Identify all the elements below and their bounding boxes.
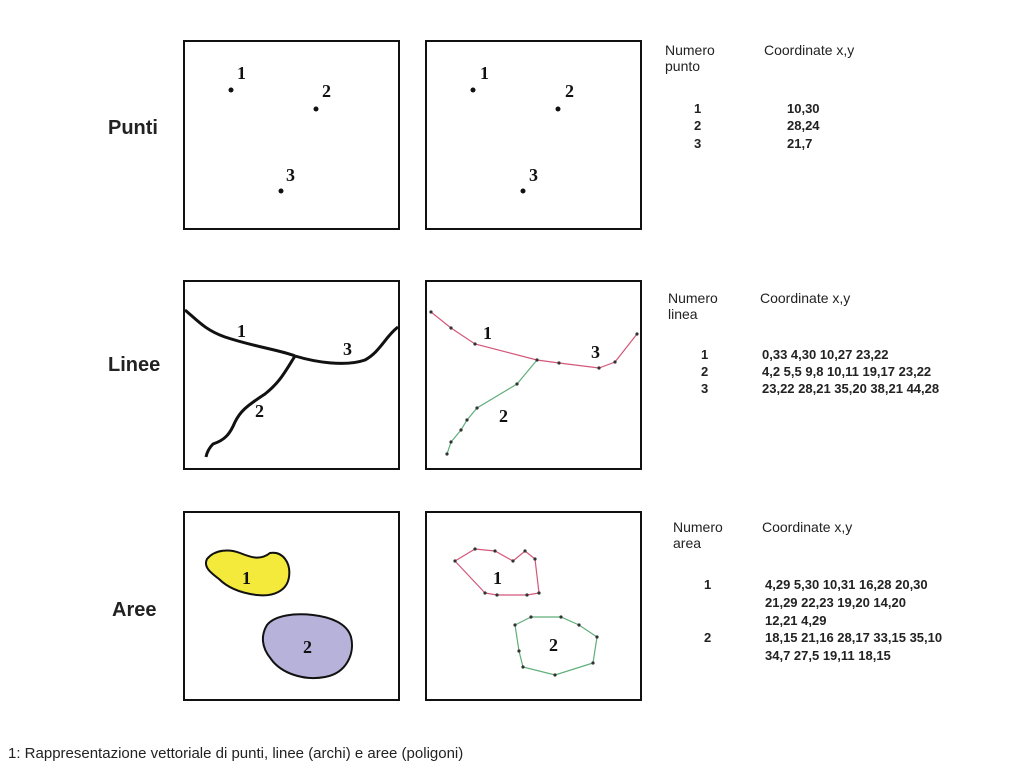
area-1-label: 1 [493, 568, 502, 588]
vertex-dot [473, 342, 476, 345]
vertex-dot [449, 440, 452, 443]
vertex-dot [591, 661, 594, 664]
vertex-dot [553, 673, 556, 676]
points-row-1-coords: 10,30 [787, 101, 820, 116]
lines-row-3-coords: 23,22 28,21 35,20 38,21 44,28 [762, 381, 940, 396]
line-2-path [206, 356, 295, 457]
area-2-label: 2 [549, 635, 558, 655]
lines-row-1-id: 1 [701, 347, 709, 362]
line-3-label: 3 [591, 342, 600, 362]
areas-row-1-coords-line-2: 21,29 22,23 19,20 14,20 [765, 595, 906, 610]
vertex-dot [521, 665, 524, 668]
line-3-label: 3 [343, 339, 352, 359]
areas-raw-panel [183, 511, 400, 701]
vertex-dot [511, 559, 514, 562]
point-2-label: 2 [565, 81, 574, 101]
vertex-dot [533, 557, 536, 560]
line-1-label: 1 [237, 321, 246, 341]
vertex-dot [517, 649, 520, 652]
vertex-dot [525, 593, 528, 596]
vertex-dot [429, 310, 432, 313]
areas-row-1-coords-line-1: 4,29 5,30 10,31 16,28 20,30 [765, 577, 928, 592]
vertex-dot [559, 615, 562, 618]
points-header-coord: Coordinate x,y [764, 42, 855, 58]
areas-vector-panel [425, 511, 642, 701]
line-2-path [447, 360, 537, 454]
areas-row-2-coords-line-1: 18,15 21,16 28,17 33,15 35,10 [765, 630, 943, 645]
vertex-dot [449, 326, 452, 329]
point-2-dot [556, 107, 561, 112]
areas-row-2-coords-line-2: 34,7 27,5 19,11 18,15 [765, 648, 891, 663]
points-row-1-id: 1 [694, 101, 702, 116]
row-label-areas: Aree [112, 599, 157, 621]
lines-raw-svg [185, 282, 398, 468]
vertex-dot [495, 593, 498, 596]
point-1-dot [229, 88, 234, 93]
areas-header-num: Numero area [673, 519, 723, 551]
lines-header-coord: Coordinate x,y [760, 290, 851, 306]
point-3-dot [279, 189, 284, 194]
vertex-dot [493, 549, 496, 552]
points-vector-svg [427, 42, 640, 228]
areas-row-2-id: 2 [704, 630, 712, 645]
vertex-dot [595, 635, 598, 638]
lines-row-2-id: 2 [701, 364, 709, 379]
vertex-dot [453, 559, 456, 562]
points-row-3-coords: 21,7 [787, 136, 813, 151]
line-1-label: 1 [483, 323, 492, 343]
point-3-label: 3 [286, 165, 295, 185]
points-raw-svg [185, 42, 398, 228]
point-1-label: 1 [480, 63, 489, 83]
lines-row-2-coords: 4,2 5,5 9,8 10,11 19,17 23,22 [762, 364, 932, 379]
vertex-dot [635, 332, 638, 335]
lines-row-1-coords: 0,33 4,30 10,27 23,22 [762, 347, 889, 362]
area-1-label: 1 [242, 568, 251, 588]
point-3-dot [521, 189, 526, 194]
vertex-dot [515, 382, 518, 385]
lines-vector-svg [427, 282, 640, 468]
line-2-label: 2 [255, 401, 264, 421]
vertex-dot [613, 360, 616, 363]
vertex-dot [513, 623, 516, 626]
areas-raw-svg [185, 513, 398, 699]
line-3-path [537, 334, 637, 368]
point-2-dot [314, 107, 319, 112]
vertex-dot [535, 358, 538, 361]
lines-row-3-id: 3 [701, 381, 709, 396]
lines-vector-panel [425, 280, 642, 470]
areas-header-coord: Coordinate x,y [762, 519, 853, 535]
lines-header-num: Numero linea [668, 290, 718, 322]
vertex-dot [465, 418, 468, 421]
areas-row-1-coords-line-3: 12,21 4,29 [765, 613, 827, 628]
vertex-dot [475, 406, 478, 409]
row-label-lines: Linee [108, 354, 161, 376]
points-row-2-coords: 28,24 [787, 118, 820, 133]
point-1-label: 1 [237, 63, 246, 83]
point-2-label: 2 [322, 81, 331, 101]
vertex-dot [473, 547, 476, 550]
points-header-num: Numero punto [665, 42, 715, 74]
vertex-dot [529, 615, 532, 618]
vertex-dot [537, 591, 540, 594]
point-1-dot [471, 88, 476, 93]
vertex-dot [459, 428, 462, 431]
areas-vector-svg [427, 513, 640, 699]
lines-raw-panel [183, 280, 400, 470]
vertex-dot [523, 549, 526, 552]
points-vector-panel [425, 40, 642, 230]
vertex-dot [557, 361, 560, 364]
vertex-dot [445, 452, 448, 455]
figure-caption: 1: Rappresentazione vettoriale di punti, linee (archi) e aree (poligoni) [8, 745, 464, 762]
vertex-dot [577, 623, 580, 626]
points-row-2-id: 2 [694, 118, 702, 133]
point-3-label: 3 [529, 165, 538, 185]
line-2-label: 2 [499, 406, 508, 426]
areas-row-1-id: 1 [704, 577, 712, 592]
vertex-dot [483, 591, 486, 594]
vertex-dot [597, 366, 600, 369]
points-raw-panel [183, 40, 400, 230]
row-label-points: Punti [108, 117, 158, 139]
area-2-label: 2 [303, 637, 312, 657]
points-row-3-id: 3 [694, 136, 702, 151]
